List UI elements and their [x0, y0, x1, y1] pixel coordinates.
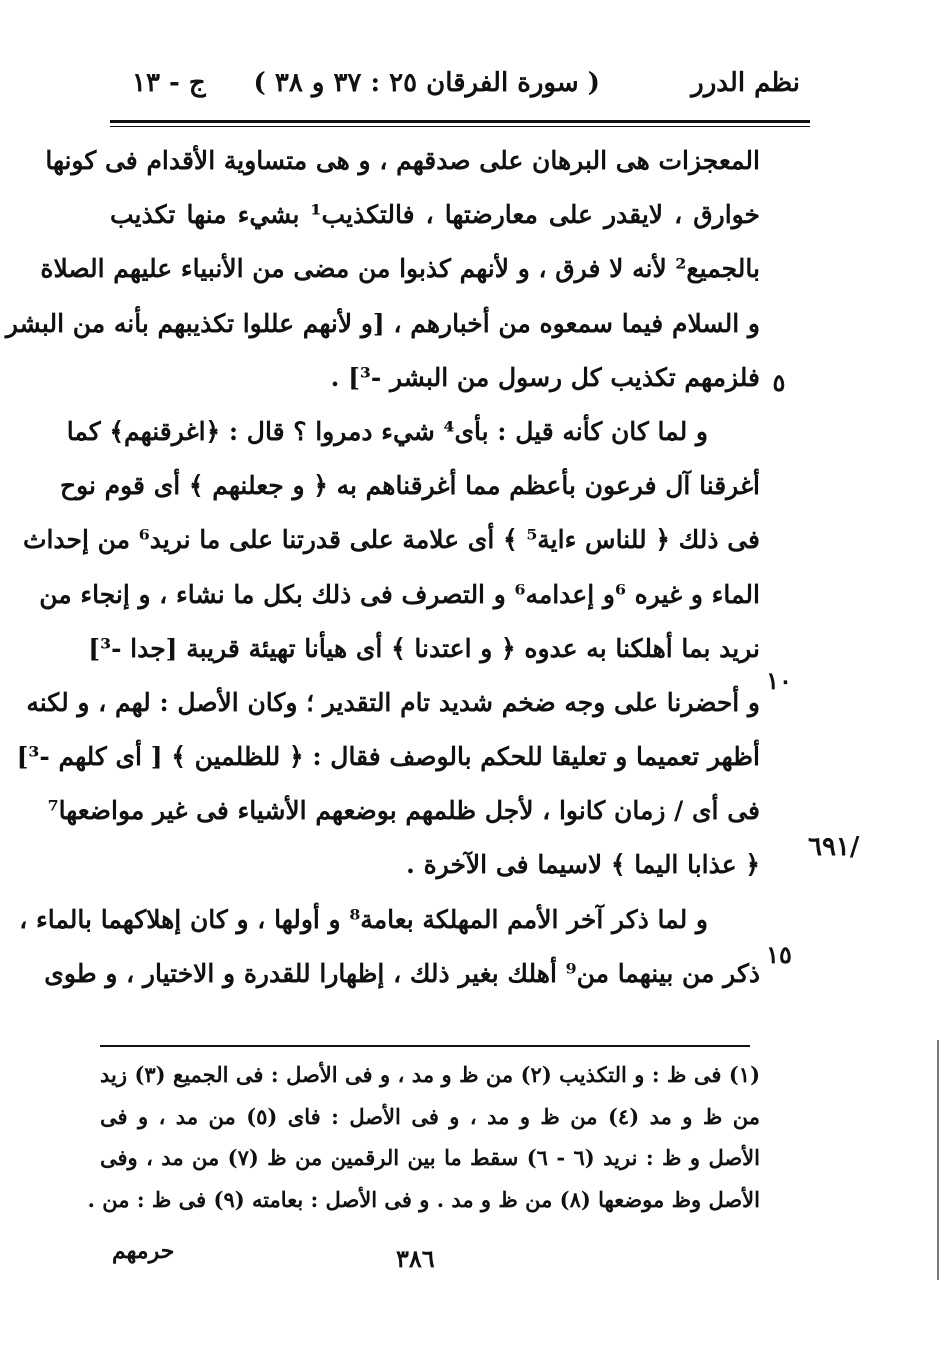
text-line: ﴿ عذابا اليما ﴾ لاسيما فى الآخرة . [406, 850, 760, 880]
surah-reference: ( سورة الفرقان ٢٥ : ٣٧ و ٣٨ ) [253, 68, 600, 98]
footnotes [87, 1054, 761, 1220]
main-text [5, 134, 761, 1001]
manuscript-folio-marker: ٦٩١/ [808, 832, 860, 862]
text-line: و لما كان كأنه قيل : بأى⁴ شيء دمروا ؟ قال : ﴿اغرقنهم﴾ كما [66, 416, 708, 446]
text-line: و لما ذكر آخر الأمم المهلكة بعامة⁸ و أولها ، و كان إهلاكهما بالماء ، [19, 904, 708, 934]
text-line: نريد بما أهلكنا به عدوه ﴿ و اعتدنا ﴾ أى هيأنا تهيئة قريبة [جدا -³] [88, 633, 760, 663]
footnote-line: الأصل وظ موضعها (٨) من ظ و مد . و فى الأصل : بعامته (٩) فى ظ : من . [87, 1186, 760, 1212]
text-line: فى ذلك ﴿ للناس ءاية⁵ ﴾ أى علامة على قدرتنا على ما نريد⁶ من إحداث [22, 525, 760, 555]
text-line: و أحضرنا على وجه ضخم شديد تام التقدير ؛ وكان الأصل : لهم ، و لكنه [26, 687, 760, 717]
page-number: ٣٨٦ [396, 1244, 435, 1273]
text-line: ذكر من بينهما من⁹ أهلك بغير ذلك ، إظهارا للقدرة و الاختيار ، و طوى [44, 958, 760, 988]
book-title: نظم الدرر [691, 68, 800, 98]
line-number-10: ١٠ [766, 666, 792, 695]
line-number-5: ٥ [772, 368, 786, 397]
text-line: أظهر تعميما و تعليقا للحكم بالوصف فقال : ﴿ للظلمين ﴾ [ أى كلهم -³] [16, 742, 760, 772]
page-header [110, 62, 800, 112]
line-number-15: ١٥ [766, 940, 792, 969]
text-line: الماء و غيره ⁶و إعدامه⁶ و التصرف فى ذلك بكل ما نشاء ، و إنجاء من [39, 579, 760, 609]
footnote-line: (١) فى ظ : و التكذيب (٢) من ظ و مد ، و فى الأصل : فى الجميع (٣) زيد [100, 1062, 761, 1087]
footnote-line: الأصل و ظ : نريد (٦ - ٦) سقط ما بين الرقمين من ظ (٧) من مد ، وفى [100, 1145, 760, 1170]
footnote-separator [100, 1045, 750, 1047]
text-line: فى أى / زمان كانوا ، لأجل ظلمهم بوضعهم الأشياء فى غير مواضعها⁷ [47, 796, 760, 826]
text-line: فلزمهم تكذيب كل رسول من البشر -³] . [330, 362, 760, 392]
scan-edge-line [937, 1040, 939, 1280]
footnote-line: من ظ و مد (٤) من ظ و مد ، و فى الأصل : فاى (٥) من مد ، و فى [100, 1103, 760, 1129]
text-line: و السلام فيما سمعوه من أخبارهم ، [و لأنهم عللوا تكذيبهم بأنه من البشر [5, 308, 760, 338]
text-line: أغرقنا آل فرعون بأعظم مما أغرقناهم به ﴿ و جعلنهم ﴾ أى قوم نوح [59, 471, 760, 501]
volume-number: ج - ١٣ [132, 68, 206, 98]
header-rule-thick [110, 120, 810, 123]
text-line: خوارق ، لايقدر على معارضتها ، فالتكذيب¹ بشيء منها تكذيب [110, 200, 761, 230]
header-rule-thin [110, 126, 810, 127]
text-line: بالجميع² لأنه لا فرق ، و لأنهم كذبوا من مضى من الأنبياء عليهم الصلاة [40, 254, 760, 284]
text-line: المعجزات هى البرهان على صدقهم ، و هى متساوية الأقدام فى كونها [45, 146, 760, 175]
catchword: حرمهم [112, 1238, 175, 1264]
